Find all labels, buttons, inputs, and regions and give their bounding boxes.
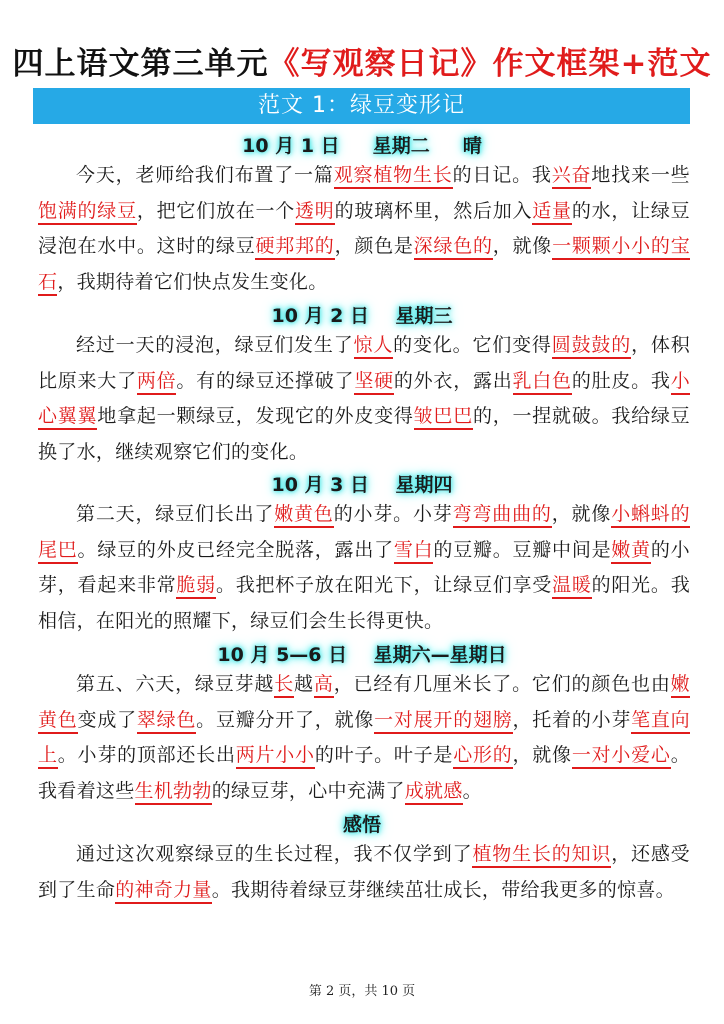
text-segment: 地拿起一颗绿豆，发现它的外皮变得: [97, 405, 414, 427]
highlighted-phrase: 适量: [532, 200, 572, 225]
text-segment: 的变化。它们变得: [393, 334, 552, 356]
text-segment: 的阳光。我相信，在阳光的照耀下，绿豆们会生长得更快。: [38, 574, 690, 632]
highlighted-phrase: 的神奇力量: [115, 879, 212, 904]
highlighted-phrase: 植物生长的知识: [472, 843, 611, 868]
text-segment: 第二天，绿豆们长出了: [76, 503, 275, 525]
highlighted-phrase: 弯弯曲曲的: [453, 503, 552, 528]
highlighted-phrase: 两片小小: [236, 744, 315, 769]
text-segment: 的叶子。叶子是: [314, 744, 454, 766]
entry-date-4: 10 月 5—6 日 星期六—星期日: [217, 644, 507, 666]
highlighted-phrase: 透明: [295, 200, 335, 225]
reflection-paragraph: [38, 837, 690, 908]
text-segment: ，就像: [551, 503, 612, 525]
highlighted-phrase: 硬邦邦的: [255, 235, 334, 260]
text-segment: 。豆瓣分开了，就像: [196, 708, 375, 731]
text-segment: 。我期待着绿豆芽继续茁壮成长，带给我更多的惊喜。: [211, 878, 675, 901]
text-segment: ，托着的小芽: [512, 708, 632, 731]
text-segment: ，体积比原来大了: [38, 334, 691, 392]
reflection-heading: 感悟: [342, 814, 381, 836]
highlighted-phrase: 乳白色: [513, 370, 572, 395]
highlighted-phrase: 小心翼翼: [38, 370, 690, 431]
text-segment: 越: [294, 673, 314, 695]
text-segment: 第五、六天，绿豆芽越: [76, 673, 275, 695]
entry-date-3: 10 月 3 日 星期四: [271, 474, 453, 496]
highlighted-phrase: 两倍: [137, 370, 177, 395]
highlighted-phrase: 心形的: [453, 744, 512, 769]
page-title: [0, 38, 724, 83]
highlighted-phrase: 一颗颗小小的宝石: [38, 235, 690, 296]
highlighted-phrase: 成就感: [405, 780, 463, 805]
highlighted-phrase: 翠绿色: [137, 709, 196, 734]
entry-date-1: 10 月 1 日 星期二 晴: [242, 135, 482, 157]
highlighted-phrase: 饱满的绿豆: [38, 200, 137, 225]
text-segment: 。有的绿豆还撑破了: [176, 369, 355, 392]
highlighted-phrase: 皱巴巴: [414, 405, 473, 430]
text-segment: 。: [462, 779, 482, 802]
highlighted-phrase: 温暖: [552, 574, 592, 599]
highlighted-phrase: 雪白: [394, 539, 434, 564]
text-segment: 的，一捏就破。我给绿豆换了水，继续观察它们的变化。: [38, 405, 690, 463]
entry-paragraph-1: [38, 158, 690, 300]
section-banner: 范文 1：绿豆变形记: [33, 88, 690, 124]
text-segment: ，我期待着它们快点发生变化。: [57, 270, 328, 293]
page-title-topic: 《写观察日记》作文框架+范文: [268, 46, 712, 82]
highlighted-phrase: 兴奋: [552, 164, 592, 189]
text-segment: 的外衣，露出: [393, 369, 513, 392]
text-segment: 的水，让绿豆浸泡在水中。这时的绿豆: [38, 199, 690, 257]
highlighted-phrase: 高: [314, 673, 334, 698]
text-segment: 地找来一些: [591, 164, 690, 186]
text-segment: 的肚皮。我: [571, 369, 671, 392]
text-segment: 的小芽。小芽: [333, 503, 453, 525]
highlighted-phrase: 观察植物生长: [334, 164, 453, 189]
text-segment: 的豆瓣。豆瓣中间是: [433, 538, 612, 561]
text-segment: ，颜色是: [334, 235, 414, 257]
highlighted-phrase: 圆鼓鼓的: [552, 334, 631, 359]
text-segment: 。我把杯子放在阳光下，让绿豆们享受: [215, 574, 553, 596]
text-segment: ，把它们放在一个: [136, 199, 296, 222]
highlighted-phrase: 惊人: [354, 334, 394, 359]
highlighted-phrase: 一对小爱心: [572, 744, 671, 769]
highlighted-phrase: 嫩黄色: [274, 503, 333, 528]
text-segment: ，就像: [492, 235, 553, 257]
highlighted-phrase: 一对展开的翅膀: [374, 709, 512, 734]
text-segment: 今天，老师给我们布置了一篇: [76, 164, 334, 186]
page-title-main: 四上语文第三单元: [12, 46, 269, 82]
highlighted-phrase: 生机勃勃: [135, 780, 212, 805]
highlighted-phrase: 长: [274, 673, 294, 698]
text-segment: 的绿豆芽，心中充满了: [211, 779, 405, 802]
entry-paragraph-4: [38, 667, 690, 809]
highlighted-phrase: 笔直向上: [38, 709, 690, 770]
highlighted-phrase: 坚硬: [354, 370, 394, 395]
text-segment: ，就像: [512, 744, 572, 766]
text-segment: 通过这次观察绿豆的生长过程，我不仅学到了: [76, 843, 473, 865]
highlighted-phrase: 深绿色的: [414, 235, 493, 260]
entry-date-2: 10 月 2 日 星期三: [271, 305, 453, 327]
text-segment: ，已经有几厘米长了。它们的颜色也由: [333, 673, 671, 695]
text-segment: 变成了: [77, 708, 137, 731]
highlighted-phrase: 嫩黄: [611, 539, 651, 564]
highlighted-phrase: 脆弱: [176, 574, 216, 599]
text-segment: 。小芽的顶部还长出: [57, 744, 236, 766]
page-footer: 第 2 页，共 10 页: [308, 984, 416, 999]
text-segment: 的小芽，看起来非常: [38, 538, 690, 596]
text-segment: 的玻璃杯里，然后加入: [334, 199, 533, 222]
text-segment: 。我看着这些: [38, 744, 690, 802]
highlighted-phrase: 嫩黄色: [38, 673, 690, 734]
text-segment: 经过一天的浸泡，绿豆们发生了: [76, 334, 354, 356]
text-segment: 的日记。我: [452, 164, 552, 186]
text-segment: 。绿豆的外皮已经完全脱落，露出了: [77, 538, 394, 561]
text-segment: ，还感受到了生命: [38, 843, 690, 901]
highlighted-phrase: 小蝌蚪的尾巴: [38, 503, 690, 564]
entry-paragraph-2: [38, 328, 690, 470]
entry-paragraph-3: [38, 497, 690, 639]
